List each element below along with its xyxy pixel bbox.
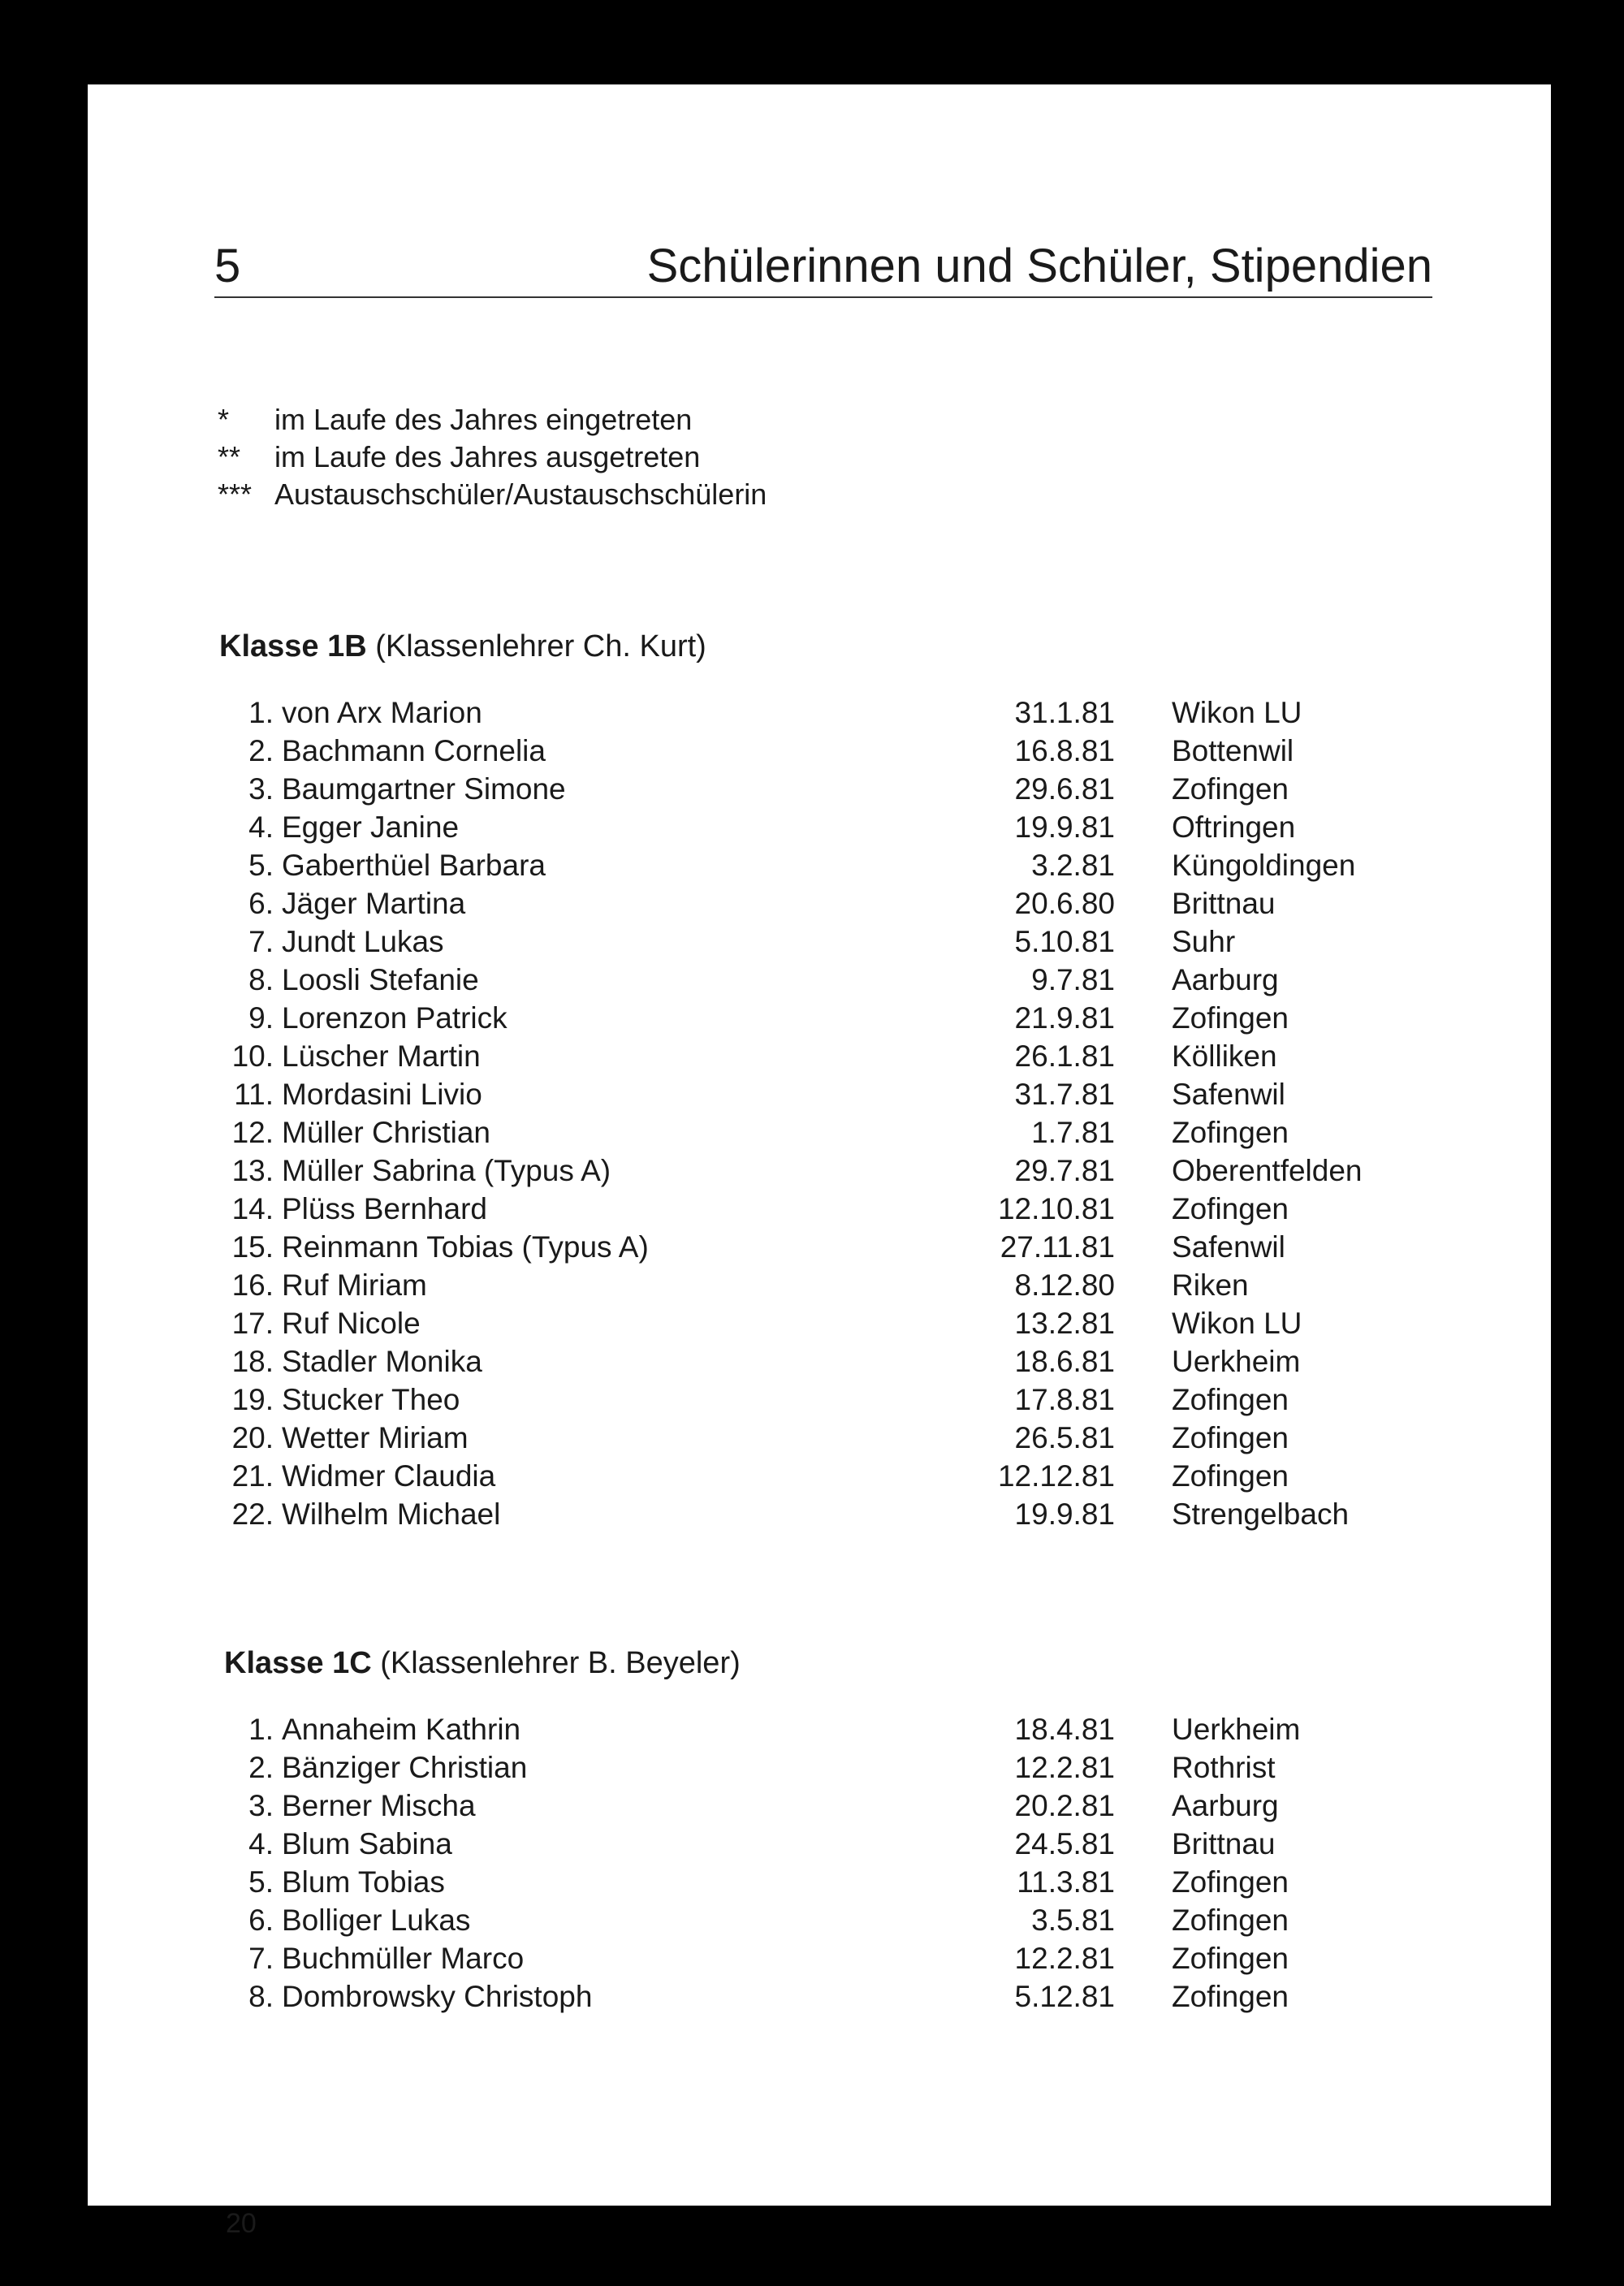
class-1c-heading: [224, 1644, 741, 1683]
birth-date: 9.7.81: [1031, 963, 1115, 996]
hometown: Bottenwil: [1172, 734, 1294, 767]
hometown: Suhr: [1172, 925, 1236, 958]
hometown: Zofingen: [1172, 1383, 1289, 1416]
birth-date: 29.6.81: [1014, 772, 1115, 806]
birth-date: 19.9.81: [1014, 1497, 1115, 1531]
legend-text: im Laufe des Jahres ausgetreten: [274, 440, 701, 473]
birth-date: 19.9.81: [1014, 810, 1115, 844]
student-name: Egger Janine: [282, 810, 460, 844]
hometown: Zofingen: [1172, 1116, 1289, 1149]
student-number: 5.: [248, 1865, 274, 1899]
hometown: Strengelbach: [1172, 1497, 1350, 1531]
birth-date: 8.12.80: [1014, 1268, 1115, 1302]
student-number: 22.: [231, 1497, 274, 1531]
student-name: Wilhelm Michael: [282, 1497, 501, 1531]
student-name: Blum Tobias: [282, 1865, 445, 1899]
student-name: Berner Mischa: [282, 1789, 476, 1822]
birth-date: 17.8.81: [1014, 1383, 1115, 1416]
legend-mark: **: [218, 440, 241, 473]
class-teacher: (Klassenlehrer Ch. Kurt): [375, 629, 706, 663]
student-name: Müller Christian: [282, 1116, 491, 1149]
student-number: 4.: [248, 810, 274, 844]
student-number: 1.: [248, 1713, 274, 1746]
class-1b-heading: [219, 627, 706, 666]
birth-date: 1.7.81: [1031, 1116, 1115, 1149]
birth-date: 21.9.81: [1014, 1001, 1115, 1035]
student-number: 2.: [248, 734, 274, 767]
hometown: Zofingen: [1172, 1001, 1289, 1035]
student-number: 4.: [248, 1827, 274, 1860]
hometown: Oberentfelden: [1172, 1154, 1363, 1187]
student-name: Lorenzon Patrick: [282, 1001, 508, 1035]
student-name: Müller Sabrina (Typus A): [282, 1154, 611, 1187]
student-number: 21.: [231, 1459, 274, 1493]
student-name: Stucker Theo: [282, 1383, 460, 1416]
hometown: Aarburg: [1172, 1789, 1279, 1822]
student-name: Bolliger Lukas: [282, 1904, 471, 1937]
birth-date: 20.2.81: [1014, 1789, 1115, 1822]
hometown: Uerkheim: [1172, 1713, 1301, 1746]
birth-date: 24.5.81: [1014, 1827, 1115, 1860]
student-number: 12.: [231, 1116, 274, 1149]
student-name: Widmer Claudia: [282, 1459, 496, 1493]
student-name: Dombrowsky Christoph: [282, 1980, 593, 2013]
hometown: Zofingen: [1172, 1980, 1289, 2013]
birth-date: 27.11.81: [1000, 1230, 1115, 1264]
birth-date: 16.8.81: [1014, 734, 1115, 767]
student-name: Baumgartner Simone: [282, 772, 566, 806]
birth-date: 31.7.81: [1014, 1078, 1115, 1111]
hometown: Zofingen: [1172, 772, 1289, 806]
hometown: Zofingen: [1172, 1421, 1289, 1454]
birth-date: 18.6.81: [1014, 1345, 1115, 1378]
student-number: 3.: [248, 772, 274, 806]
birth-date: 26.5.81: [1014, 1421, 1115, 1454]
birth-date: 12.2.81: [1014, 1942, 1115, 1975]
student-number: 13.: [231, 1154, 274, 1187]
student-name: von Arx Marion: [282, 696, 482, 729]
hometown: Zofingen: [1172, 1865, 1289, 1899]
student-name: Jundt Lukas: [282, 925, 444, 958]
legend-text: Austauschschüler/Austauschschülerin: [274, 478, 767, 511]
birth-date: 12.10.81: [997, 1192, 1115, 1225]
student-name: Plüss Bernhard: [282, 1192, 487, 1225]
student-number: 15.: [231, 1230, 274, 1264]
student-number: 8.: [248, 963, 274, 996]
student-number: 7.: [248, 1942, 274, 1975]
header-rule: [214, 296, 1432, 298]
student-number: 6.: [248, 887, 274, 920]
birth-date: 20.6.80: [1014, 887, 1115, 920]
student-name: Bachmann Cornelia: [282, 734, 546, 767]
hometown: Zofingen: [1172, 1459, 1289, 1493]
class-teacher: (Klassenlehrer B. Beyeler): [380, 1646, 741, 1680]
birth-date: 3.5.81: [1031, 1904, 1115, 1937]
student-name: Ruf Nicole: [282, 1307, 421, 1340]
hometown: Oftringen: [1172, 810, 1296, 844]
chapter-number: 5: [214, 240, 241, 292]
hometown: Brittnau: [1172, 887, 1276, 920]
student-name: Loosli Stefanie: [282, 963, 479, 996]
student-name: Stadler Monika: [282, 1345, 482, 1378]
hometown: Zofingen: [1172, 1942, 1289, 1975]
hometown: Zofingen: [1172, 1904, 1289, 1937]
student-name: Lüscher Martin: [282, 1039, 481, 1073]
birth-date: 12.2.81: [1014, 1751, 1115, 1784]
birth-date: 12.12.81: [997, 1459, 1115, 1493]
hometown: Riken: [1172, 1268, 1249, 1302]
document-page: [88, 84, 1551, 2239]
student-number: 11.: [234, 1078, 274, 1111]
student-name: Blum Sabina: [282, 1827, 452, 1860]
student-name: Gaberthüel Barbara: [282, 849, 546, 882]
student-name: Buchmüller Marco: [282, 1942, 525, 1975]
hometown: Brittnau: [1172, 1827, 1276, 1860]
hometown: Safenwil: [1172, 1230, 1285, 1264]
student-name: Bänziger Christian: [282, 1751, 528, 1784]
student-number: 10.: [231, 1039, 274, 1073]
student-number: 14.: [231, 1192, 274, 1225]
page-number: 20: [226, 2208, 257, 2239]
birth-date: 13.2.81: [1014, 1307, 1115, 1340]
student-name: Wetter Miriam: [282, 1421, 469, 1454]
birth-date: 5.10.81: [1014, 925, 1115, 958]
student-number: 19.: [231, 1383, 274, 1416]
hometown: Kölliken: [1172, 1039, 1277, 1073]
legend-mark: *: [218, 403, 230, 436]
class-label: Klasse 1B: [219, 629, 367, 663]
birth-date: 18.4.81: [1014, 1713, 1115, 1746]
hometown: Zofingen: [1172, 1192, 1289, 1225]
birth-date: 26.1.81: [1014, 1039, 1115, 1073]
birth-date: 5.12.81: [1014, 1980, 1115, 2013]
student-name: Ruf Miriam: [282, 1268, 427, 1302]
hometown: Aarburg: [1172, 963, 1279, 996]
chapter-header: [214, 236, 1432, 297]
hometown: Safenwil: [1172, 1078, 1285, 1111]
student-name: Jäger Martina: [282, 887, 466, 920]
student-number: 17.: [231, 1307, 274, 1340]
legend-mark: ***: [218, 478, 253, 511]
birth-date: 29.7.81: [1014, 1154, 1115, 1187]
student-name: Annaheim Kathrin: [282, 1713, 521, 1746]
student-number: 20.: [231, 1421, 274, 1454]
student-number: 16.: [231, 1268, 274, 1302]
hometown: Küngoldingen: [1172, 849, 1356, 882]
student-number: 5.: [248, 849, 274, 882]
hometown: Wikon LU: [1172, 696, 1302, 729]
birth-date: 11.3.81: [1017, 1865, 1115, 1899]
birth-date: 3.2.81: [1031, 849, 1115, 882]
student-number: 7.: [248, 925, 274, 958]
birth-date: 31.1.81: [1014, 696, 1115, 729]
chapter-title: Schülerinnen und Schüler, Stipendien: [646, 240, 1432, 292]
student-number: 8.: [248, 1980, 274, 2013]
hometown: Uerkheim: [1172, 1345, 1301, 1378]
student-number: 6.: [248, 1904, 274, 1937]
student-number: 3.: [248, 1789, 274, 1822]
student-number: 1.: [248, 696, 274, 729]
student-name: Mordasini Livio: [282, 1078, 482, 1111]
student-number: 18.: [231, 1345, 274, 1378]
student-name: Reinmann Tobias (Typus A): [282, 1230, 649, 1264]
legend-text: im Laufe des Jahres eingetreten: [274, 403, 693, 436]
class-label: Klasse 1C: [224, 1646, 372, 1680]
hometown: Wikon LU: [1172, 1307, 1302, 1340]
student-number: 9.: [248, 1001, 274, 1035]
hometown: Rothrist: [1172, 1751, 1276, 1784]
student-number: 2.: [248, 1751, 274, 1784]
